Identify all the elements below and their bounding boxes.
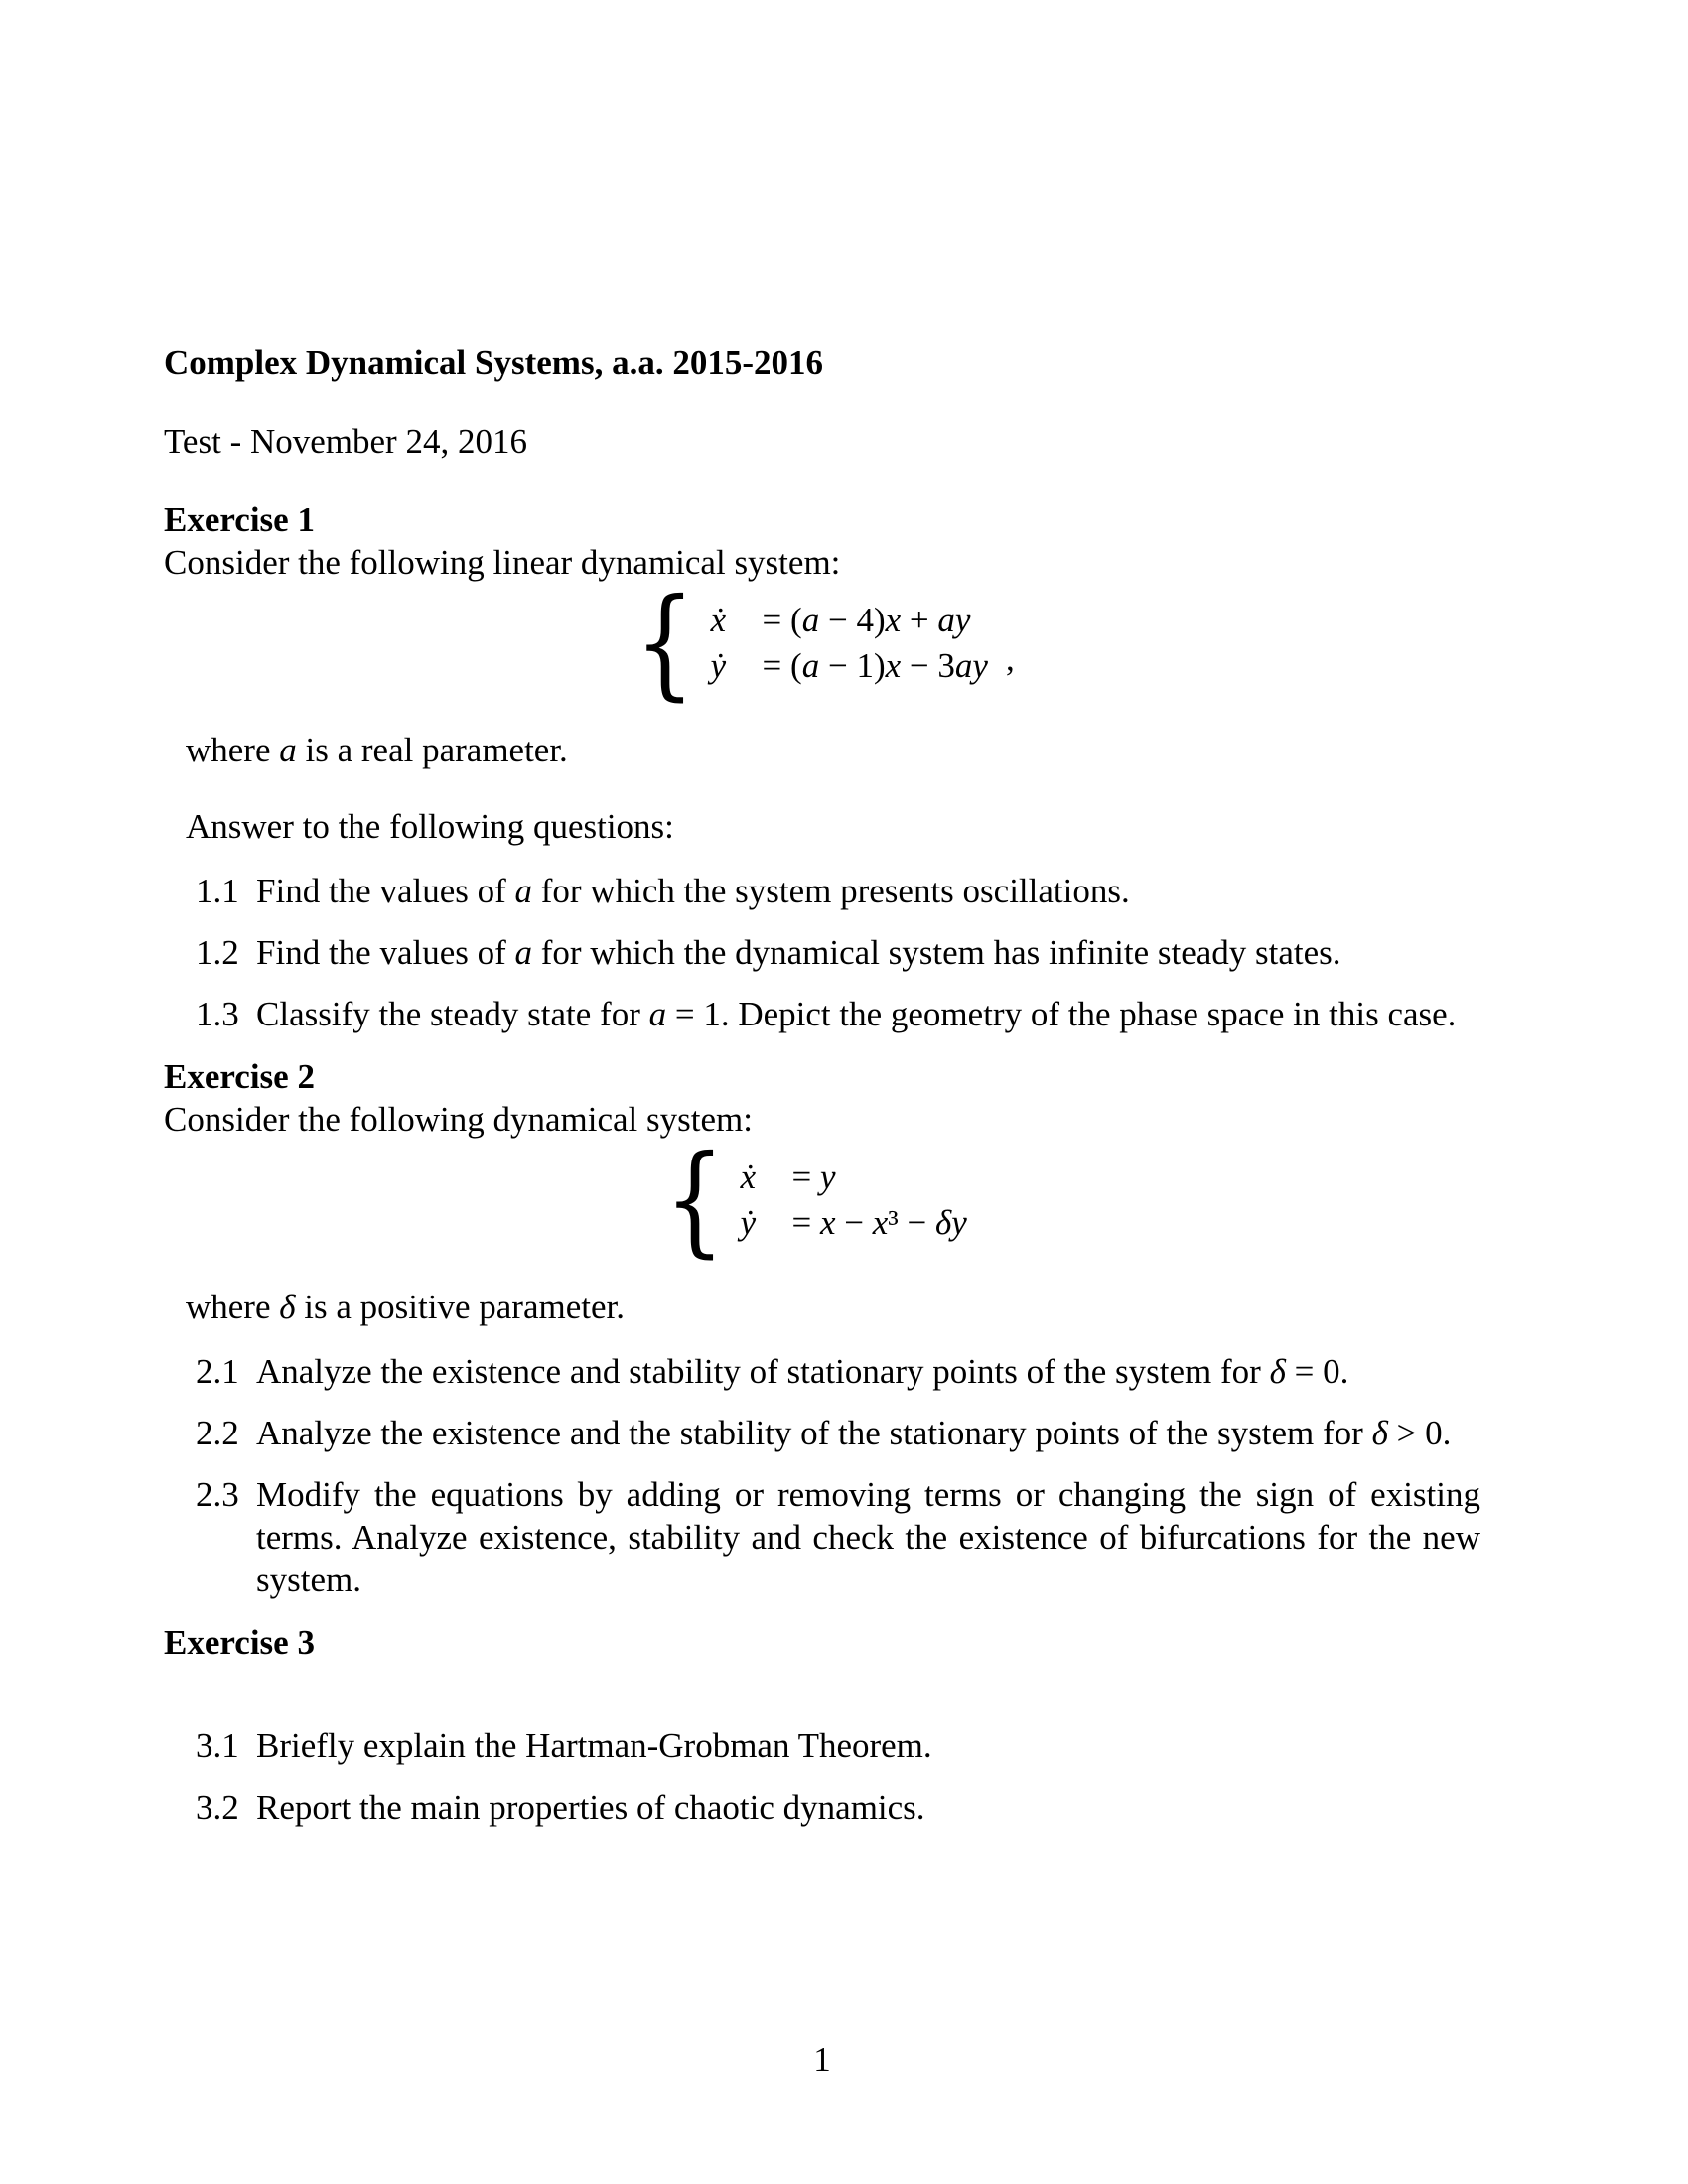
- question-number: 2.2: [196, 1414, 239, 1452]
- question-text: Classify the steady state for a = 1. Depict the geometry of the phase space in this case.: [256, 995, 1457, 1033]
- exercise-3-question-list: [164, 1724, 1480, 1829]
- question-number: 3.1: [196, 1726, 239, 1765]
- exercise-2-parameter-note: where δ is a positive parameter.: [186, 1288, 625, 1326]
- exercise-2-intro: Consider the following dynamical system:: [164, 1100, 753, 1139]
- equation-rhs: = x − x³ − δy: [791, 1203, 967, 1242]
- equation-row: [740, 1155, 966, 1200]
- math-variable: a: [801, 646, 820, 685]
- math-variable: δ: [1269, 1352, 1286, 1391]
- math-variable: a: [801, 601, 820, 639]
- exercise-3-heading: Exercise 3: [164, 1623, 315, 1662]
- math-variable: ẋ: [710, 601, 727, 639]
- equation-lhs: [711, 598, 763, 643]
- math-variable: x: [885, 646, 902, 685]
- equation-lhs: [740, 1200, 791, 1246]
- question-item: [164, 1724, 1480, 1767]
- math-variable: δy: [935, 1203, 967, 1242]
- text-block: [164, 341, 1480, 1829]
- question-item: [164, 993, 1480, 1035]
- question-number: 1.1: [196, 872, 239, 910]
- question-text: Find the values of a for which the system presents oscillations.: [256, 872, 1130, 910]
- question-number: 1.3: [196, 995, 239, 1033]
- exercise-1-answer-prompt: Answer to the following questions:: [186, 807, 674, 846]
- math-variable: δ: [279, 1288, 296, 1326]
- exercise-2-question-list: [164, 1350, 1480, 1601]
- page-number: 1: [813, 2040, 831, 2079]
- equation-rows: [711, 598, 988, 689]
- math-variable: ay: [937, 601, 971, 639]
- exercise-1-question-list: [164, 870, 1480, 1035]
- question-item: [164, 1786, 1480, 1829]
- math-variable: ẏ: [740, 1203, 756, 1242]
- math-variable: y: [819, 1158, 836, 1196]
- document-title: Complex Dynamical Systems, a.a. 2015-2016: [164, 343, 823, 382]
- question-text: Briefly explain the Hartman-Grobman Theorem.: [256, 1726, 932, 1765]
- question-text: Analyze the existence and stability of stationary points of the system for δ = 0.: [256, 1352, 1349, 1391]
- equation-rhs: = y: [791, 1158, 836, 1196]
- equation-row: [740, 1200, 966, 1246]
- exercise-1-intro: Consider the following linear dynamical system:: [164, 543, 841, 582]
- equation-punctuation: ,: [1005, 639, 1015, 678]
- math-variable: x: [885, 601, 902, 639]
- question-text: Analyze the existence and the stability of the stationary points of the system for δ > 0.: [256, 1414, 1452, 1452]
- left-brace-glyph: {: [634, 573, 696, 714]
- math-variable: ẏ: [710, 646, 727, 685]
- question-text: Modify the equations by adding or removing terms or changing the sign of existing terms. Analyze existence, stability and check the existence of bifurcations for the new system.: [256, 1475, 1480, 1599]
- math-variable: δ: [1371, 1414, 1388, 1452]
- question-item: [164, 1350, 1480, 1393]
- question-item: [164, 1473, 1480, 1601]
- math-variable: ay: [954, 646, 988, 685]
- math-variable: x: [872, 1203, 889, 1242]
- equation-rhs: = (a − 4)x + ay: [762, 601, 971, 639]
- equation-rows: [740, 1155, 966, 1246]
- question-text: Find the values of a for which the dynamical system has infinite steady states.: [256, 933, 1341, 972]
- equation-lhs: [711, 643, 763, 689]
- question-text: Report the main properties of chaotic dynamics.: [256, 1788, 925, 1827]
- math-variable: x: [819, 1203, 836, 1242]
- test-date-line: Test - November 24, 2016: [164, 422, 527, 461]
- question-number: 1.2: [196, 933, 239, 972]
- exercise-1-heading: Exercise 1: [164, 500, 315, 539]
- math-variable: a: [514, 872, 533, 910]
- equation-row: [711, 598, 988, 643]
- equation-rhs: = (a − 1)x − 3ay: [762, 646, 988, 685]
- math-variable: a: [514, 933, 533, 972]
- exercise-2-equation-system: [164, 1130, 1480, 1271]
- math-variable: ẋ: [740, 1158, 756, 1196]
- equation-lhs: [740, 1155, 791, 1200]
- equation-row: [711, 643, 988, 689]
- exercise-2-heading: Exercise 2: [164, 1057, 315, 1096]
- left-brace-glyph: {: [664, 1130, 726, 1271]
- question-number: 2.1: [196, 1352, 239, 1391]
- question-item: [164, 931, 1480, 974]
- question-number: 3.2: [196, 1788, 239, 1827]
- question-item: [164, 870, 1480, 912]
- math-variable: a: [279, 731, 297, 769]
- math-variable: a: [648, 995, 667, 1033]
- question-number: 2.3: [196, 1475, 239, 1514]
- exercise-1-equation-system: [164, 573, 1480, 714]
- question-item: [164, 1412, 1480, 1454]
- exercise-1-parameter-note: where a is a real parameter.: [186, 731, 568, 769]
